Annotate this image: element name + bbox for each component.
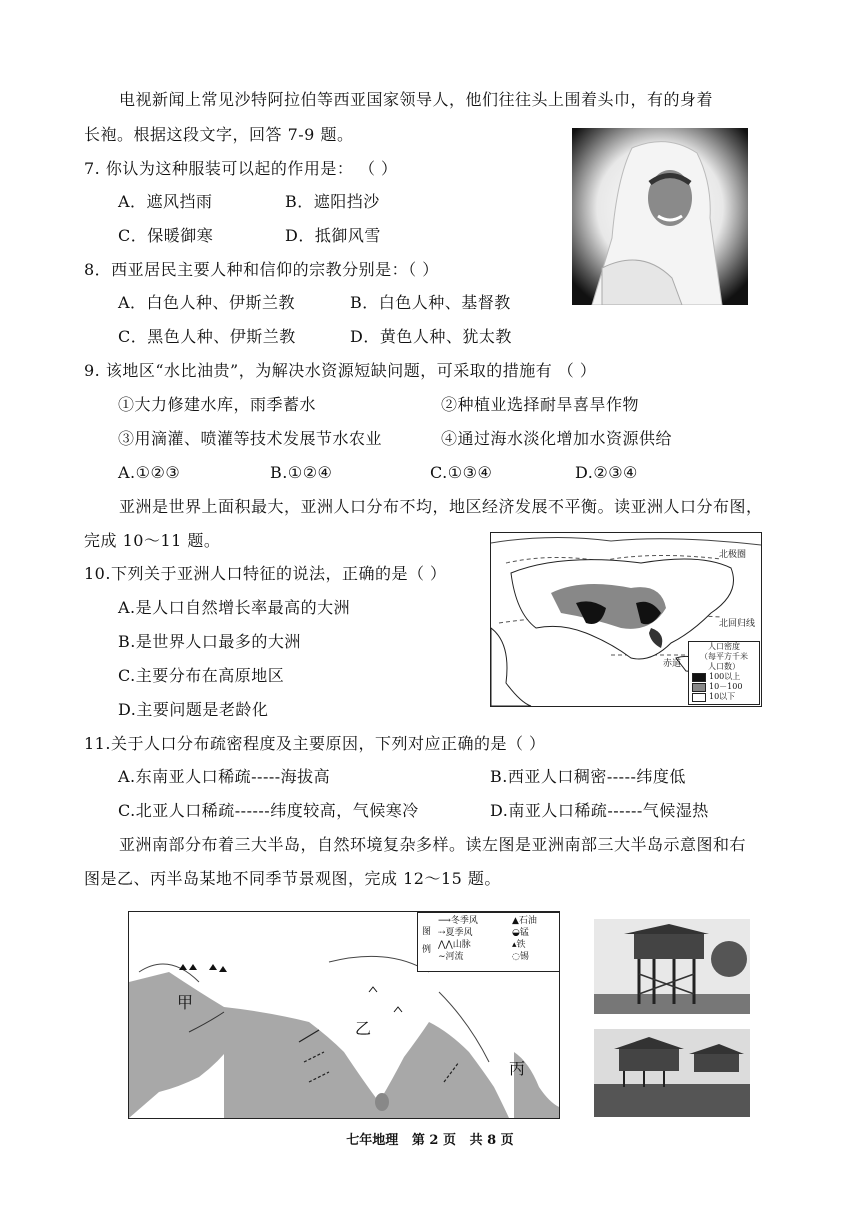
- q10-option-c: C.主要分布在高原地区: [118, 666, 285, 685]
- q7-option-a: A．遮风挡雨: [118, 192, 213, 211]
- arctic-circle-label: 北极圈: [719, 550, 747, 560]
- q10-option-d: D.主要问题是老龄化: [118, 700, 269, 719]
- legend-label-li: 例: [422, 945, 432, 955]
- oil-icon: ▲: [512, 916, 519, 926]
- footer-page: 第 2 页: [411, 1133, 456, 1148]
- q7-stem: 7. 你认为这种服装可以起的作用是： （ ）: [84, 159, 398, 178]
- q10-option-a: A.是人口自然增长率最高的大洲: [118, 598, 351, 617]
- legend-river-label: 河流: [445, 952, 464, 962]
- q7-option-c: C．保暖御寒: [118, 226, 214, 245]
- tin-icon: ◌: [512, 952, 520, 962]
- legend-manganese-label: 锰: [519, 928, 529, 938]
- q9-option-d: D.②③④: [575, 463, 638, 482]
- footer-subject: 七年地理: [346, 1133, 399, 1148]
- legend-mountain-label: 山脉: [452, 940, 471, 950]
- legend-title-3: 人口数）: [708, 662, 740, 671]
- legend-tin: [512, 952, 529, 963]
- legend-river: [438, 952, 464, 963]
- legend-manganese: [512, 928, 529, 939]
- q7-option-b: B．遮阳挡沙: [285, 192, 380, 211]
- legend-winter-wind: [438, 916, 478, 927]
- stilt-house-dry-season-photo: [594, 919, 750, 1014]
- legend-item-mid: [692, 682, 759, 692]
- peninsula-jia-label: 甲: [177, 993, 194, 1012]
- q8-option-a: A．白色人种、伊斯兰教: [118, 293, 296, 312]
- legend-title-2: （每平方千米: [700, 652, 748, 661]
- q8-stem: 8．西亚居民主要人种和信仰的宗教分别是：（ ）: [84, 260, 439, 279]
- river-icon: ∼: [438, 952, 446, 962]
- tropic-of-cancer-label: 北回归线: [719, 619, 756, 629]
- q11-stem: 11.关于人口分布疏密程度及主要原因，下列对应正确的是（ ）: [84, 734, 546, 753]
- passage-3-line-2: 图是乙、丙半岛某地不同季节景观图，完成 12～15 题。: [84, 869, 501, 888]
- legend-label-high: 100以上: [709, 672, 741, 681]
- q9-measure-4: ④通过海水淡化增加水资源供给: [441, 429, 673, 448]
- iron-icon: ▴: [512, 940, 517, 950]
- page-footer: [0, 1129, 860, 1148]
- legend-oil: [512, 916, 537, 927]
- passage-3-line-1: 亚洲南部分布着三大半岛，自然环境复杂多样。读左图是亚洲南部三大半岛示意图和右: [119, 835, 747, 854]
- q11-option-d: D.南亚人口稀疏------气候湿热: [490, 801, 709, 820]
- arab-man-photo: [572, 128, 748, 305]
- legend-iron: [512, 940, 526, 951]
- legend-label-tu: 图: [422, 927, 432, 937]
- passage-2-line-1: 亚洲是世界上面积最大，亚洲人口分布不均，地区经济发展不平衡。读亚洲人口分布图，: [119, 497, 763, 516]
- legend-summer-wind-label: 夏季风: [445, 928, 473, 938]
- passage-1-line-2: 长袍。根据这段文字，回答 7-9 题。: [84, 125, 354, 144]
- winter-wind-arrow-icon: ⟶: [438, 916, 451, 926]
- q8-option-b: B．白色人种、基督教: [350, 293, 511, 312]
- peninsula-bing-label: 丙: [509, 1059, 526, 1078]
- legend-tin-label: 锡: [519, 952, 529, 962]
- legend-mountain: [438, 940, 471, 951]
- q9-option-c: C.①③④: [430, 463, 493, 482]
- legend-label-low: 10以下: [709, 692, 736, 701]
- q9-measure-2: ②种植业选择耐旱喜旱作物: [441, 395, 640, 414]
- summer-wind-arrow-icon: ⇢: [438, 928, 446, 938]
- asia-population-map: [490, 532, 762, 707]
- legend-item-high: [692, 672, 759, 682]
- q9-option-b: B.①②④: [270, 463, 333, 482]
- legend-swatch-low: [692, 693, 706, 702]
- legend-swatch-high: [692, 673, 706, 682]
- passage-1-line-1: 电视新闻上常见沙特阿拉伯等西亚国家领导人，他们往往头上围着头巾，有的身着: [119, 90, 714, 109]
- q11-option-a: A.东南亚人口稀疏-----海拔高: [118, 767, 331, 786]
- q11-option-c: C.北亚人口稀疏------纬度较高，气候寒冷: [118, 801, 419, 820]
- mountain-icon: ⋀⋀: [438, 940, 453, 950]
- passage-2-line-2: 完成 10～11 题。: [84, 531, 221, 550]
- south-asia-map-legend: [417, 912, 560, 972]
- q9-measure-1: ①大力修建水库，雨季蓄水: [118, 395, 317, 414]
- peninsula-yi-label: 乙: [355, 1019, 372, 1038]
- q8-option-d: D．黄色人种、犹太教: [350, 327, 512, 346]
- footer-total: 共 8 页: [469, 1133, 514, 1148]
- asia-map-legend: [688, 641, 760, 705]
- q9-option-a: A.①②③: [118, 463, 181, 482]
- manganese-icon: ◒: [512, 928, 520, 938]
- stilt-house-wet-season-photo: [594, 1029, 750, 1117]
- legend-winter-wind-label: 冬季风: [450, 916, 478, 926]
- south-asia-peninsulas-map: [128, 911, 560, 1119]
- q9-stem: 9. 该地区“水比油贵”，为解决水资源短缺问题，可采取的措施有 （ ）: [84, 361, 597, 380]
- q9-measure-3: ③用滴灌、喷灌等技术发展节水农业: [118, 429, 383, 448]
- legend-item-low: [692, 692, 759, 702]
- q8-option-c: C．黑色人种、伊斯兰教: [118, 327, 296, 346]
- q7-option-d: D．抵御风雪: [285, 226, 381, 245]
- legend-swatch-mid: [692, 683, 706, 692]
- q11-option-b: B.西亚人口稠密-----纬度低: [490, 767, 686, 786]
- legend-summer-wind: [438, 928, 473, 939]
- equator-label: 赤道: [663, 659, 682, 669]
- q10-stem: 10.下列关于亚洲人口特征的说法，正确的是（ ）: [84, 564, 447, 583]
- legend-oil-label: 石油: [518, 916, 537, 926]
- legend-title-1: 人口密度: [708, 642, 740, 651]
- q10-option-b: B.是世界人口最多的大洲: [118, 632, 301, 651]
- legend-label-mid: 10－100: [709, 682, 743, 691]
- legend-iron-label: 铁: [516, 940, 526, 950]
